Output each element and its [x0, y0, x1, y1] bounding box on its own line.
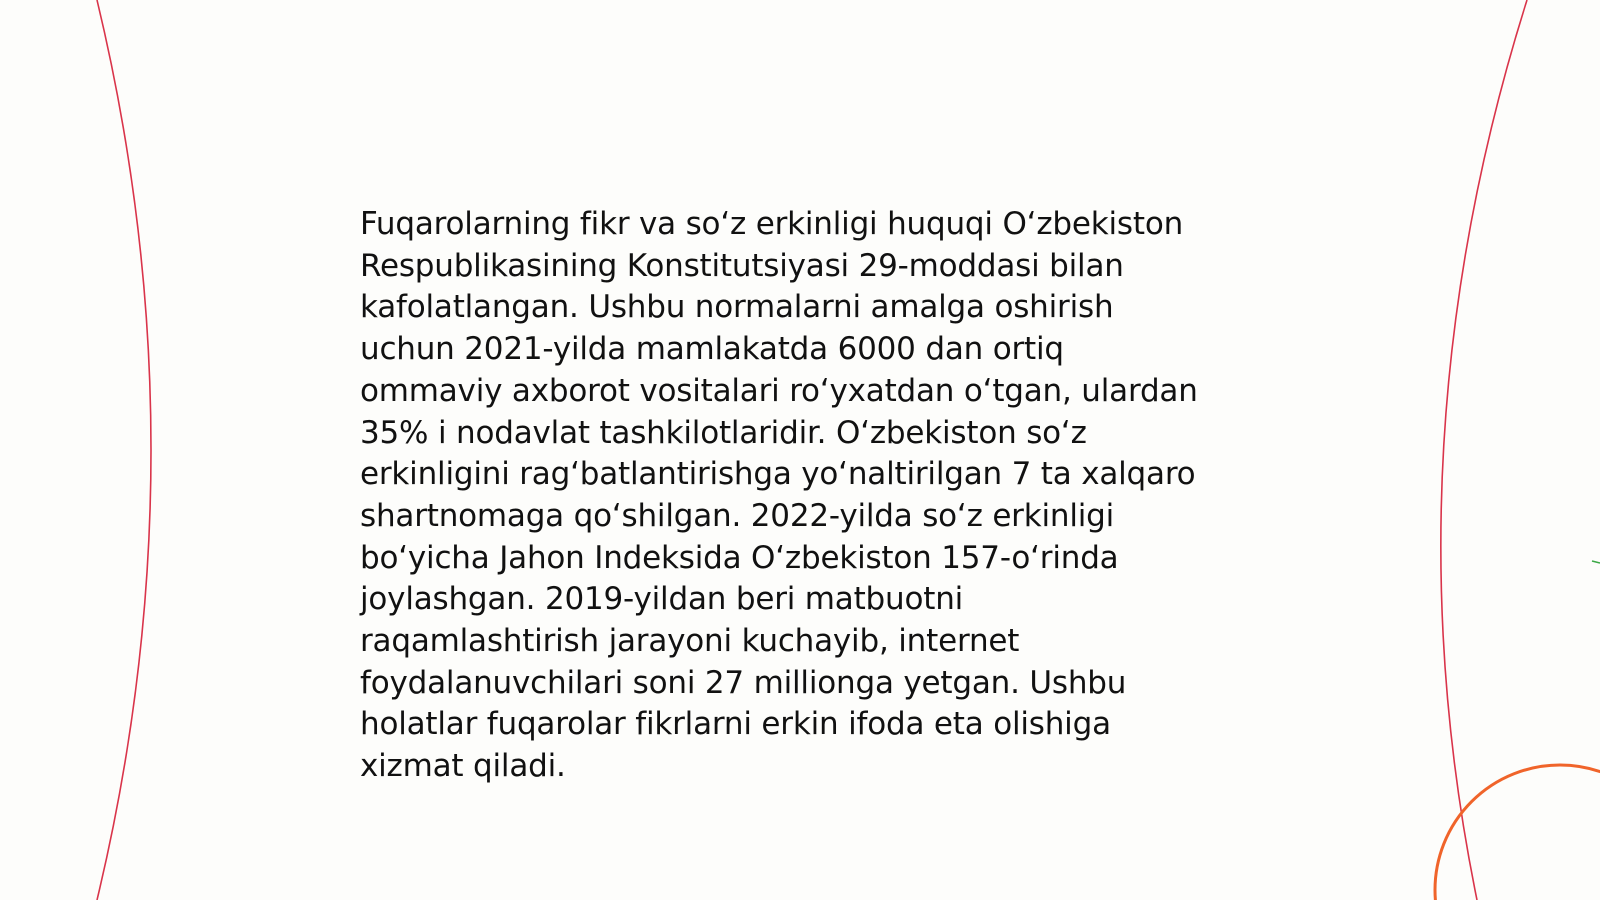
right-arc	[1441, 0, 1527, 900]
paragraph-line: xizmat qiladi.	[360, 748, 566, 785]
paragraph-line: foydalanuvchilari soni 27 millionga yetgan. Ushbu	[360, 664, 1127, 701]
paragraph-line: Fuqarolarning fikr va so‘z erkinligi huquqi O‘zbekiston	[360, 206, 1184, 242]
paragraph-line: erkinligini rag‘batlantirishga yo‘naltirilgan 7 ta xalqaro	[360, 456, 1196, 493]
paragraph-line: raqamlashtirish jarayoni kuchayib, internet	[360, 623, 1020, 660]
paragraph-line: Respublikasining Konstitutsiyasi 29-moddasi bilan	[360, 247, 1124, 284]
paragraph-line: shartnomaga qo‘shilgan. 2022-yilda so‘z erkinligi	[360, 497, 1115, 534]
body-paragraph	[360, 204, 1260, 788]
paragraph-line: ommaviy axborot vositalari ro‘yxatdan o‘tgan, ulardan	[360, 372, 1198, 409]
paragraph-line: 35% i nodavlat tashkilotlaridir. O‘zbekiston so‘z	[360, 414, 1087, 451]
paragraph-line: holatlar fuqarolar fikrlarni erkin ifoda eta olishiga	[360, 706, 1111, 743]
paragraph-line: uchun 2021-yilda mamlakatda 6000 dan ortiq	[360, 331, 1064, 368]
green-accent-mark	[1592, 561, 1600, 563]
paragraph-line: joylashgan. 2019-yildan beri matbuotni	[360, 581, 964, 618]
left-arc	[97, 0, 151, 900]
paragraph-line: kafolatlangan. Ushbu normalarni amalga oshirish	[360, 289, 1114, 326]
corner-circle	[1435, 765, 1600, 900]
paragraph-line: bo‘yicha Jahon Indeksida O‘zbekiston 157-o‘rinda	[360, 539, 1119, 576]
